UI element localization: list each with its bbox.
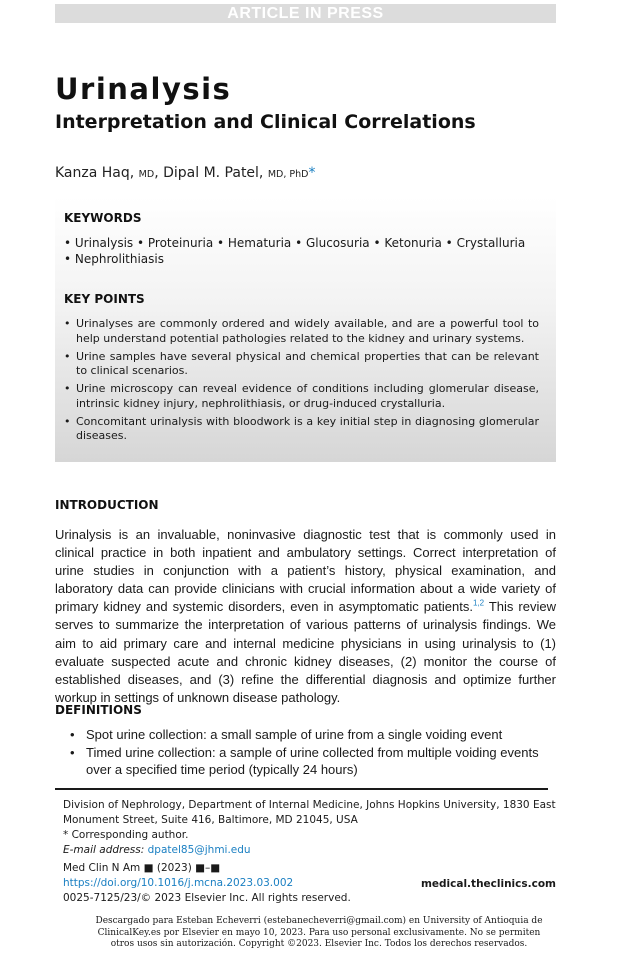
reference-link[interactable]: 1,2 — [472, 599, 485, 609]
doi-link[interactable]: https://doi.org/10.1016/j.mcna.2023.03.002 — [63, 877, 294, 889]
author-degree: MD — [138, 169, 155, 180]
introduction-paragraph — [55, 526, 556, 707]
download-notice — [0, 916, 638, 951]
introduction-heading: INTRODUCTION — [55, 498, 159, 512]
definitions-list — [68, 726, 556, 779]
list-item: • Timed urine collection: a sample of urine collected from multiple voiding events over a specified time period (typically 24 hours) — [68, 744, 556, 779]
article-subtitle: Interpretation and Clinical Correlations — [55, 111, 476, 133]
keywords-line: • Nephrolithiasis — [64, 252, 164, 266]
author-name: Kanza Haq, — [55, 165, 139, 181]
email-label: E-mail address: — [63, 844, 148, 856]
keywords-list — [64, 235, 544, 267]
list-item: • Urinalyses are commonly ordered and widely available, and are a powerful tool to help understand potential pathologies related to the kidney and urinary systems. — [64, 317, 539, 346]
keywords-keypoints-box — [55, 197, 556, 462]
download-notice-line: Descargado para Esteban Echeverri (estebanecheverri@gmail.com) en University of Antioquia de — [95, 916, 543, 926]
footnote-divider — [55, 788, 548, 790]
keywords-heading: KEYWORDS — [64, 211, 142, 225]
email-line — [63, 843, 558, 858]
list-item: • Spot urine collection: a small sample of urine from a single voiding event — [68, 726, 556, 744]
author-separator: , — [154, 165, 164, 181]
affiliation-text: Division of Nephrology, Department of Internal Medicine, Johns Hopkins University, 1830 East Monument Street, Suite 416, Baltimore, MD 21045, USA — [63, 799, 556, 826]
author-degree: MD, PhD — [267, 169, 309, 180]
download-notice-line: ClinicalKey.es por Elsevier en mayo 10, 2023. Para uso personal exclusivamente. No se permiten — [97, 927, 541, 938]
journal-site: medical.theclinics.com — [420, 878, 556, 890]
definitions-heading: DEFINITIONS — [55, 703, 142, 717]
citation: Med Clin N Am ■ (2023) ■–■ — [63, 862, 221, 874]
key-points-list — [64, 317, 539, 447]
list-item: • Concomitant urinalysis with bloodwork is a key initial step in diagnosing glomerular diseases. — [64, 415, 539, 444]
affiliation-block — [63, 798, 558, 858]
article-in-press-banner: ARTICLE IN PRESS — [55, 4, 556, 23]
intro-text: Urinalysis is an invaluable, noninvasive diagnostic test that is commonly used in clinical practice in both inpatient and ambulatory settings. Correct interpretation of urine studies in conjunction with a patient’s history, physical examination, and laboratory data can provide clinicians with crucial information about a wide variety of primary kidney and systemic disorders, even in asymptomatic patients. — [55, 527, 556, 615]
corresponding-note: * Corresponding author. — [63, 829, 189, 841]
author-name: Dipal M. Patel, — [163, 165, 268, 181]
key-points-heading: KEY POINTS — [64, 292, 145, 306]
email-link[interactable]: dpatel85@jhmi.edu — [147, 844, 251, 856]
list-item: • Urine samples have several physical and chemical properties that can be relevant to clinical scenarios. — [64, 350, 539, 379]
keywords-line: • Urinalysis • Proteinuria • Hematuria • Glucosuria • Ketonuria • Crystalluria — [64, 236, 526, 250]
copyright: 0025-7125/23/© 2023 Elsevier Inc. All rights reserved. — [63, 892, 351, 904]
article-title: Urinalysis — [55, 72, 232, 106]
list-item: • Urine microscopy can reveal evidence of conditions including glomerular disease, intrinsic kidney injury, nephrolithiasis, or drug-induced crystalluria. — [64, 382, 539, 411]
author-line — [55, 164, 315, 184]
intro-text: This review serves to summarize the interpretation of various patterns of urinalysis findings. We aim to aid primary care and internal medicine physicians in using urinalysis to (1) evaluate suspected acute and chronic kidney diseases, (2) monitor the course of established diseases, and (3) refine the differential diagnosis and optimize further workup in settings of unknown disease pathology. — [55, 599, 556, 705]
download-notice-line: otros usos sin autorización. Copyright ©2023. Elsevier Inc. Todos los derechos reservados. — [110, 939, 528, 949]
corresponding-author-link[interactable]: * — [308, 165, 316, 181]
